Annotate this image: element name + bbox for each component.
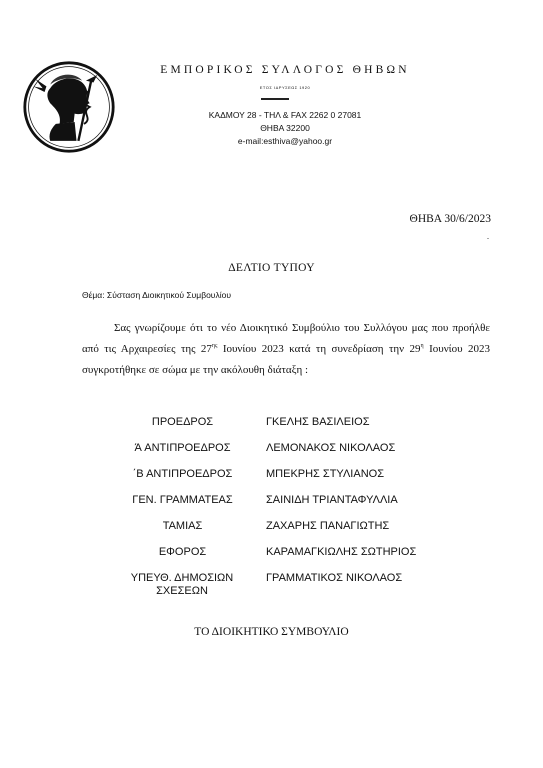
body-text-1: Σας γνωρίζουμε ότι το νέο Διοικητικό Συμβούλιο του Συλλόγου μας που προήλθε από τις Αρχαιρεσίες της 27 bbox=[82, 322, 490, 355]
document-date: ΘΗΒΑ 30/6/2023 bbox=[409, 213, 491, 225]
board-role: Ά ΑΝΤΙΠΡΟΕΔΡΟΣ bbox=[134, 442, 231, 454]
body-paragraph bbox=[82, 318, 490, 381]
organization-name: ΕΜΠΟΡΙΚΟΣ ΣΥΛΛΟΓΟΣ ΘΗΒΩΝ bbox=[160, 64, 410, 76]
document-title: ΔΕΛΤΙΟ ΤΥΠΟΥ bbox=[228, 262, 315, 274]
board-member: ΖΑΧΑΡΗΣ ΠΑΝΑΓΙΩΤΗΣ bbox=[266, 520, 390, 532]
email-line: e-mail:esthiva@yahoo.gr bbox=[237, 136, 333, 146]
address-line: ΚΑΔΜΟΥ 28 - ΤΗΛ & FAX 2262 0 27081 bbox=[208, 110, 362, 120]
association-logo-icon bbox=[22, 60, 116, 154]
board-role: ΠΡΟΕΔΡΟΣ bbox=[151, 416, 214, 428]
body-text-2: Ιουνίου 2023 κατά τη συνεδρίαση την 29 bbox=[217, 343, 421, 355]
board-member: ΜΠΕΚΡΗΣ ΣΤΥΛΙΑΝΟΣ bbox=[266, 468, 384, 480]
board-role: ΤΑΜΙΑΣ bbox=[162, 520, 203, 532]
stray-mark: . bbox=[487, 232, 489, 241]
header-divider bbox=[261, 98, 289, 100]
board-member: ΓΚΕΛΗΣ ΒΑΣΙΛΕΙΟΣ bbox=[266, 416, 370, 428]
ordinal-suffix: ης bbox=[211, 343, 218, 349]
ordinal-suffix: η bbox=[420, 343, 424, 349]
signature-line: ΤΟ ΔΙΟΙΚΗΤΙΚΟ ΣΥΜΒΟΥΛΙΟ bbox=[194, 626, 349, 638]
board-member: ΣΑΙΝΙΔΗ ΤΡΙΑΝΤΑΦΥΛΛΙΑ bbox=[266, 494, 398, 506]
founded-year: ΕΤΟΣ ΙΔΡΥΣΕΩΣ 1920 bbox=[259, 85, 311, 90]
board-member: ΓΡΑΜΜΑΤΙΚΟΣ ΝΙΚΟΛΑΟΣ bbox=[266, 572, 403, 584]
board-role: ΥΠΕΥΘ. ΔΗΜΟΣΙΩΝ ΣΧΕΣΕΩΝ bbox=[130, 572, 234, 597]
contact-block bbox=[140, 109, 430, 148]
board-role: ΄Β ΑΝΤΙΠΡΟΕΔΡΟΣ bbox=[132, 468, 233, 480]
body-text-3: Ιουνίου 2023 συγκροτήθηκε σε σώμα με την ακόλουθη διάταξη : bbox=[82, 343, 490, 376]
board-role: ΕΦΟΡΟΣ bbox=[158, 546, 207, 558]
city-line: ΘΗΒΑ 32200 bbox=[260, 123, 310, 133]
board-role: ΓΕΝ. ΓΡΑΜΜΑΤΕΑΣ bbox=[132, 494, 233, 506]
board-member: ΚΑΡΑΜΑΓΚΙΩΛΗΣ ΣΩΤΗΡΙΟΣ bbox=[266, 546, 417, 558]
board-member: ΛΕΜΟΝΑΚΟΣ ΝΙΚΟΛΑΟΣ bbox=[266, 442, 396, 454]
document-subject: Θέμα: Σύσταση Διοικητικού Συμβουλίου bbox=[82, 290, 231, 300]
